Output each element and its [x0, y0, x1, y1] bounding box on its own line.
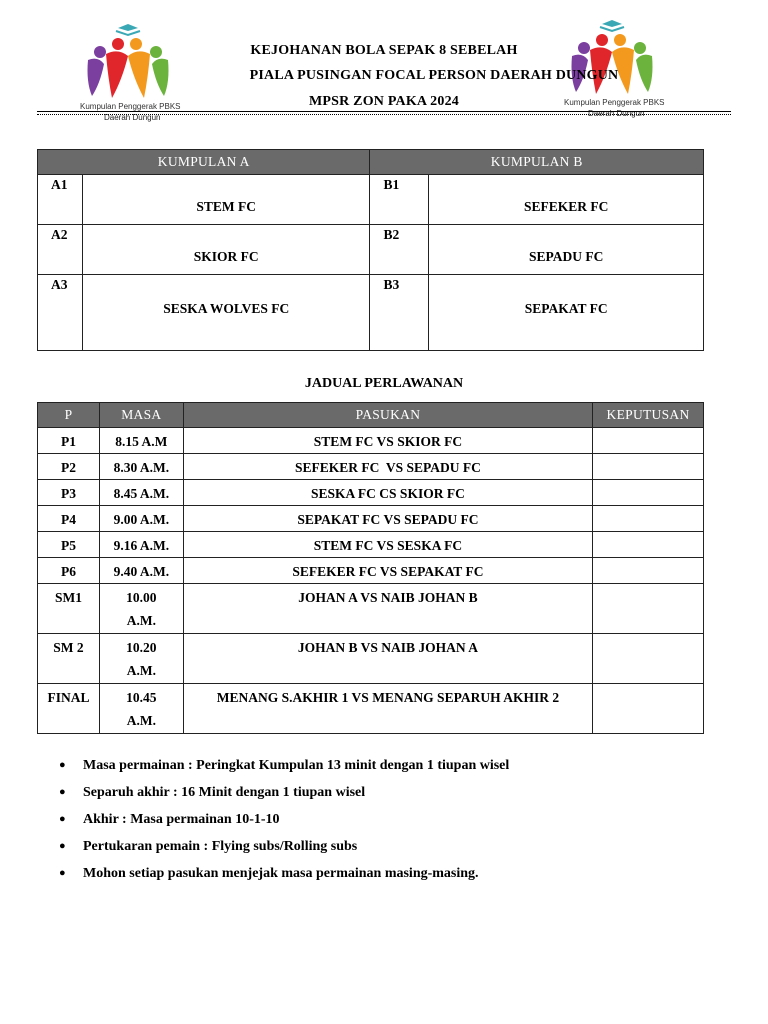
match-time: 9.00 A.M. — [99, 506, 183, 532]
match-code: P4 — [38, 506, 100, 532]
col-header-masa: MASA — [99, 403, 183, 428]
match-result — [593, 634, 704, 684]
match-code: P5 — [38, 532, 100, 558]
list-item — [56, 779, 509, 806]
match-teams: SEFEKER FC VS SEPADU FC — [183, 454, 592, 480]
match-teams: SEFEKER FC VS SEPAKAT FC — [183, 558, 592, 584]
group-row — [38, 175, 704, 225]
table-row — [38, 532, 704, 558]
match-time: 8.15 A.M — [99, 428, 183, 454]
title-line-2: PIALA PUSINGAN FOCAL PERSON DAERAH DUNGUN — [249, 68, 619, 83]
group-team-a: SKIOR FC — [82, 225, 370, 275]
table-row — [38, 558, 704, 584]
schedule-table — [37, 402, 704, 734]
match-code: FINAL — [38, 684, 100, 734]
table-row — [38, 684, 704, 734]
match-code: P3 — [38, 480, 100, 506]
match-teams: MENANG S.AKHIR 1 VS MENANG SEPARUH AKHIR 2 — [183, 684, 592, 734]
match-time — [99, 634, 183, 684]
match-time-value: 10.20 — [126, 640, 157, 655]
match-result — [593, 532, 704, 558]
match-code: P1 — [38, 428, 100, 454]
rule-text: Mohon setiap pasukan menjejak masa permainan masing-masing. — [83, 866, 479, 881]
group-code-a: A3 — [38, 275, 83, 351]
match-time: 9.40 A.M. — [99, 558, 183, 584]
match-time: 8.30 A.M. — [99, 454, 183, 480]
logo-caption-group: Kumpulan Penggerak PBKS — [564, 98, 665, 107]
rule-text: Separuh akhir : 16 Minit dengan 1 tiupan wisel — [83, 785, 366, 800]
match-time-value: 10.00 — [126, 590, 157, 605]
header-divider-dotted — [37, 114, 731, 115]
rule-text: Pertukaran pemain : Flying subs/Rolling subs — [83, 839, 358, 854]
bullet-icon: ● — [59, 786, 66, 798]
match-code: SM 2 — [38, 634, 100, 684]
match-result — [593, 454, 704, 480]
col-header-p: P — [38, 403, 100, 428]
list-item — [56, 752, 509, 779]
group-row — [38, 225, 704, 275]
match-teams: STEM FC VS SESKA FC — [183, 532, 592, 558]
list-item — [56, 833, 509, 860]
title-line-1: KEJOHANAN BOLA SEPAK 8 SEBELAH — [250, 43, 518, 58]
logo-caption-district: Daerah Dungun — [588, 109, 645, 118]
table-row — [38, 428, 704, 454]
match-code: P2 — [38, 454, 100, 480]
match-time: 9.16 A.M. — [99, 532, 183, 558]
match-time-period: A.M. — [126, 713, 156, 728]
bullet-icon: ● — [59, 840, 66, 852]
match-time-period: A.M. — [126, 613, 156, 628]
group-team-b: SEFEKER FC — [429, 175, 704, 225]
table-row — [38, 506, 704, 532]
match-time-period: A.M. — [126, 663, 156, 678]
group-code-b: B2 — [370, 225, 429, 275]
bullet-icon: ● — [59, 759, 66, 771]
match-time: 8.45 A.M. — [99, 480, 183, 506]
bullet-icon: ● — [59, 867, 66, 879]
logo-caption-district: Daerah Dungun — [104, 113, 161, 122]
group-row — [38, 275, 704, 351]
match-time — [99, 584, 183, 634]
group-team-b: SEPADU FC — [429, 225, 704, 275]
title-line-3: MPSR ZON PAKA 2024 — [309, 94, 459, 109]
logo-caption-group: Kumpulan Penggerak PBKS — [80, 102, 181, 111]
rule-text: Masa permainan : Peringkat Kumpulan 13 minit dengan 1 tiupan wisel — [83, 758, 510, 773]
group-code-b: B1 — [370, 175, 429, 225]
match-result — [593, 428, 704, 454]
group-code-a: A2 — [38, 225, 83, 275]
match-code: SM1 — [38, 584, 100, 634]
match-code: P6 — [38, 558, 100, 584]
group-a-header: KUMPULAN A — [38, 150, 370, 175]
group-b-header: KUMPULAN B — [370, 150, 704, 175]
table-row — [38, 634, 704, 684]
col-header-pasukan: PASUKAN — [183, 403, 592, 428]
group-team-b: SEPAKAT FC — [429, 275, 704, 351]
group-team-a: STEM FC — [82, 175, 370, 225]
table-row — [38, 480, 704, 506]
match-result — [593, 584, 704, 634]
table-row — [38, 584, 704, 634]
people-logo-icon — [78, 22, 178, 102]
match-result — [593, 558, 704, 584]
group-code-b: B3 — [370, 275, 429, 351]
match-teams: SESKA FC CS SKIOR FC — [183, 480, 592, 506]
bullet-icon: ● — [59, 813, 66, 825]
match-teams: SEPAKAT FC VS SEPADU FC — [183, 506, 592, 532]
match-teams: JOHAN B VS NAIB JOHAN A — [183, 634, 592, 684]
match-result — [593, 684, 704, 734]
match-result — [593, 480, 704, 506]
list-item — [56, 806, 509, 833]
group-code-a: A1 — [38, 175, 83, 225]
match-result — [593, 506, 704, 532]
match-teams: STEM FC VS SKIOR FC — [183, 428, 592, 454]
match-time — [99, 684, 183, 734]
rule-text: Akhir : Masa permainan 10-1-10 — [83, 812, 280, 827]
match-time-value: 10.45 — [126, 690, 157, 705]
group-team-a: SESKA WOLVES FC — [82, 275, 370, 351]
table-row — [38, 454, 704, 480]
header-divider — [37, 111, 731, 112]
schedule-title: JADUAL PERLAWANAN — [304, 376, 464, 391]
groups-table — [37, 149, 704, 351]
list-item — [56, 860, 509, 887]
col-header-keputusan: KEPUTUSAN — [593, 403, 704, 428]
match-teams: JOHAN A VS NAIB JOHAN B — [183, 584, 592, 634]
rules-list — [56, 752, 509, 887]
